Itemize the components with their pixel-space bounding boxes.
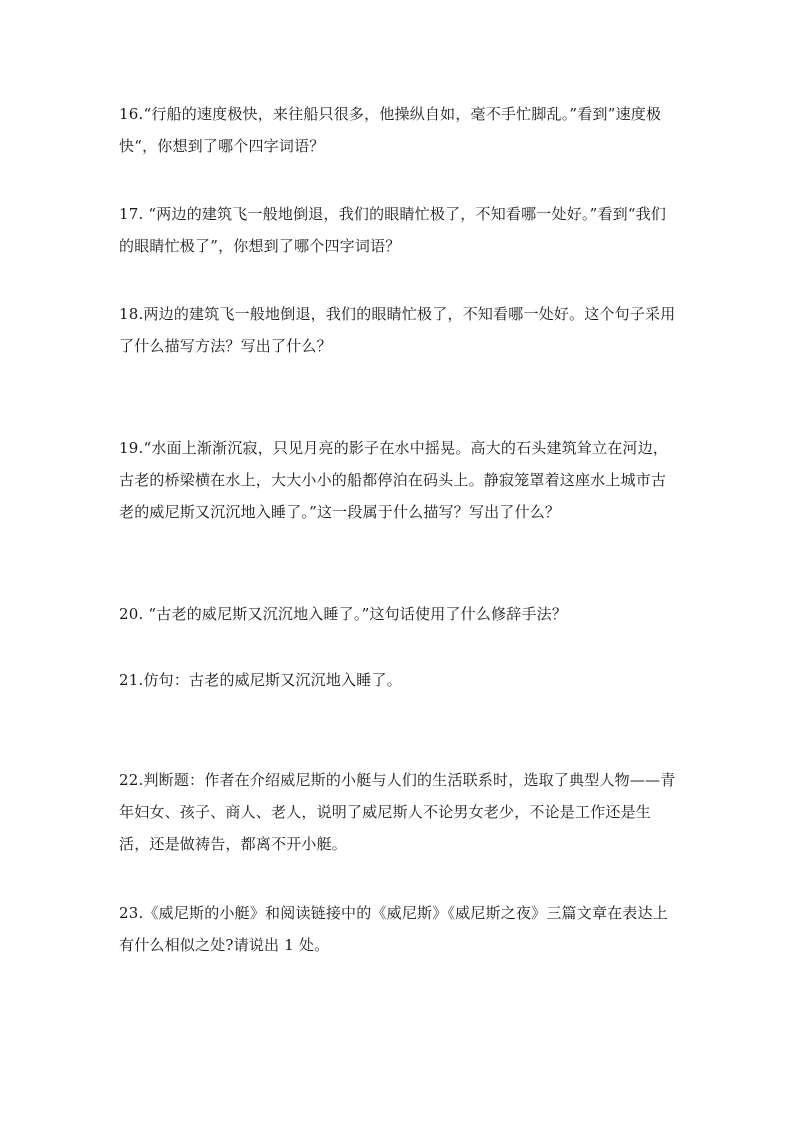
question-21: 21.仿句：古老的威尼斯又沉沉地入睡了。	[119, 671, 402, 689]
question-17: 17. “两边的建筑飞一般地倒退，我们的眼睛忙极了，不知看哪一处好。”看到“我们的眼睛忙极了”，你想到了哪个四字词语？	[119, 205, 667, 255]
question-20: 20. “古老的威尼斯又沉沉地入睡了。”这句话使用了什么修辞手法？	[119, 605, 568, 623]
question-19: 19.“水面上渐渐沉寂，只见月亮的影子在水中摇晃。高大的石头建筑耸立在河边，古老的桥梁横在水上，大大小小的船都停泊在码头上。静寂笼罩着这座水上城市古老的威尼斯又沉沉地入睡了。”这一段属于什么描写？写出了什么？	[119, 439, 669, 521]
question-18: 18.两边的建筑飞一般地倒退，我们的眼睛忙极了，不知看哪一处好。这个句子采用了什么描写方法？写出了什么？	[119, 305, 676, 355]
question-23: 23.《威尼斯的小艇》和阅读链接中的《威尼斯》《威尼斯之夜》三篇文章在表达上有什么相似之处?请说出 1 处。	[119, 904, 668, 954]
question-16: 16.“行船的速度极快，来往船只很多，他操纵自如，毫不手忙脚乱。”看到”速度极快“，你想到了哪个四字词语？	[119, 105, 662, 155]
question-22: 22.判断题：作者在介绍威尼斯的小艇与人们的生活联系时，选取了典型人物——青年妇女、孩子、商人、老人，说明了威尼斯人不论男女老少，不论是工作还是生活，还是做祷告，都离不开小艇。	[119, 771, 676, 853]
